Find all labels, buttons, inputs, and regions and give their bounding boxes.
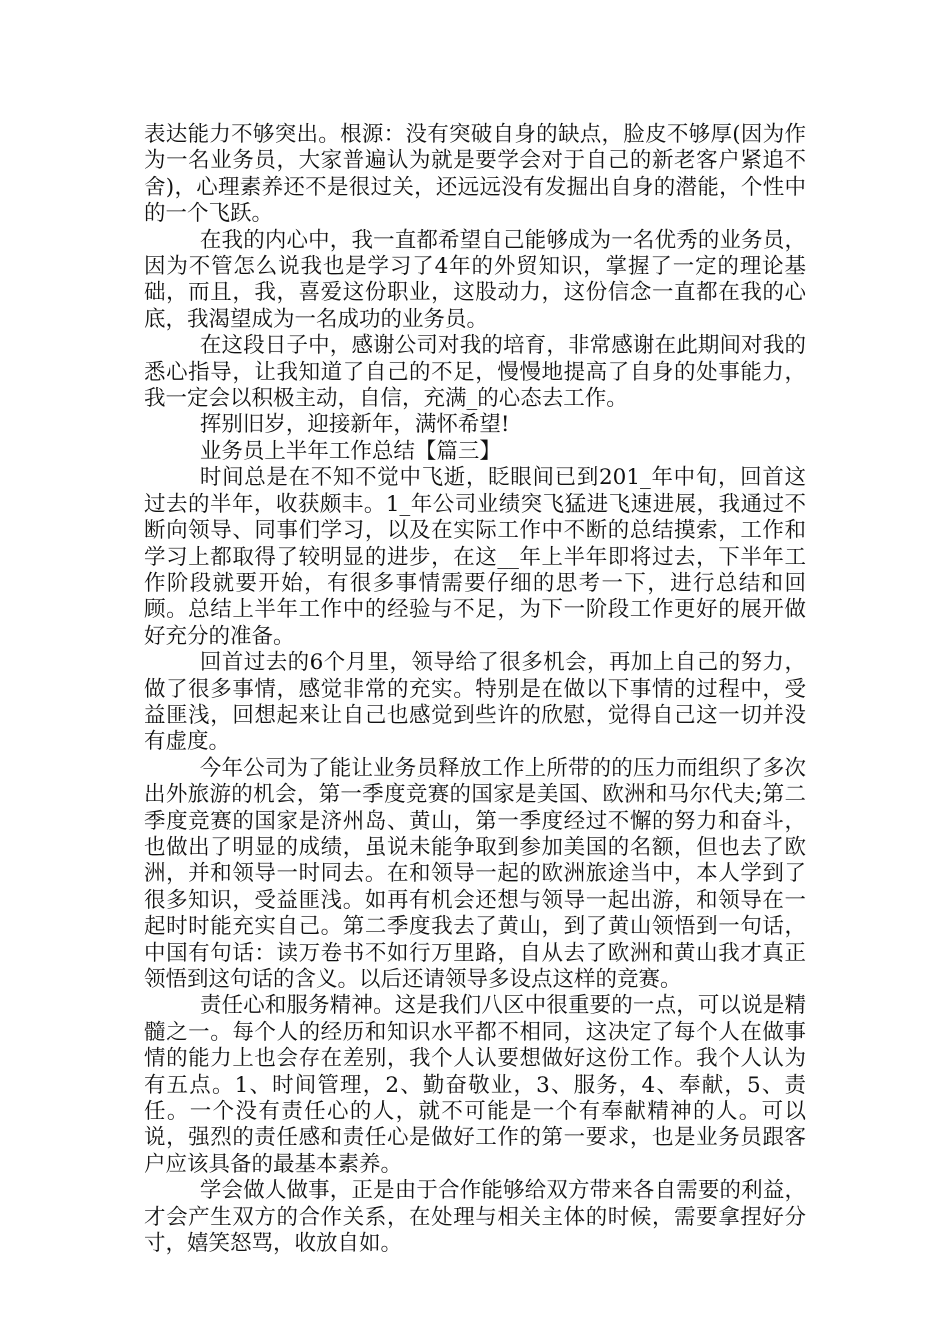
section-paragraph-3: 今年公司为了能让业务员释放工作上所带的的压力而组织了多次出外旅游的机会，第一季度竞赛的国家是美国、欧洲和马尔代夫;第二季度竞赛的国家是济州岛、黄山，第一季度经过不懈的努力和奋斗，也做出了明显的成绩，虽说未能争取到参加美国的名额，但也去了欧洲，并和领导一时同去。在和领导一起的欧洲旅途当中，本人学到了很多知识，受益匪浅。如再有机会还想与领导一起出游，和领导在一起时时能充实自己。第二季度我去了黄山，到了黄山领悟到一句话，中国有句话：读万卷书不如行万里路，自从去了欧洲和黄山我才真正领悟到这句话的含义。以后还请领导多设点这样的竞赛。 [144,755,806,992]
section-title: 业务员上半年工作总结【篇三】 [199,438,501,464]
paragraph-4: 挥别旧岁，迎接新年，满怀希望! [199,412,510,438]
section-paragraph-5: 学会做人做事，正是由于合作能够给双方带来各自需要的利益，才会产生双方的合作关系，在处理与相关主体的时候，需要拿捏好分寸，嬉笑怒骂，收放自如。 [144,1178,806,1257]
paragraph-3: 在这段日子中，感谢公司对我的培育，非常感谢在此期间对我的悉心指导，让我知道了自己的不足，慢慢地提高了自身的处事能力，我一定会以积极主动，自信，充满_的心态去工作。 [144,333,806,412]
section-paragraph-4: 责任心和服务精神。这是我们八区中很重要的一点，可以说是精髓之一。每个人的经历和知识水平都不相同，这决定了每个人在做事情的能力上也会存在差别，我个人认要想做好这份工作。我个人认为有五点。1、时间管理，2、勤奋敬业，3、服务，4、奉献，5、责任。一个没有责任心的人，就不可能是一个有奉献精神的人。可以说，强烈的责任感和责任心是做好工作的第一要求，也是业务员跟客户应该具备的最基本素养。 [144,993,806,1177]
paragraph-2: 在我的内心中，我一直都希望自己能够成为一名优秀的业务员，因为不管怎么说我也是学习了4年的外贸知识，掌握了一定的理论基础，而且，我，喜爱这份职业，这股动力，这份信念一直都在我的心底，我渴望成为一名成功的业务员。 [144,227,806,332]
paragraph-1: 表达能力不够突出。根源：没有突破自身的缺点，脸皮不够厚(因为作为一名业务员，大家普遍认为就是要学会对于自己的新老客户紧追不舍)，心理素养还不是很过关，还远远没有发掘出自身的潜能，个性中的一个飞跃。 [144,122,806,227]
document-page [144,122,806,1257]
section-paragraph-2: 回首过去的6个月里，领导给了很多机会，再加上自己的努力，做了很多事情，感觉非常的充实。特别是在做以下事情的过程中，受益匪浅，回想起来让自己也感觉到些许的欣慰，觉得自己这一切并没有虚度。 [144,650,806,755]
section-paragraph-1: 时间总是在不知不觉中飞逝，眨眼间已到201_年中旬，回首这过去的半年，收获颇丰。1_年公司业绩突飞猛进飞速进展，我通过不断向领导、同事们学习，以及在实际工作中不断的总结摸索，工作和学习上都取得了较明显的进步，在这__年上半年即将过去，下半年工作阶段就要开始，有很多事情需要仔细的思考一下，进行总结和回顾。总结上半年工作中的经验与不足，为下一阶段工作更好的展开做好充分的准备。 [144,465,806,649]
